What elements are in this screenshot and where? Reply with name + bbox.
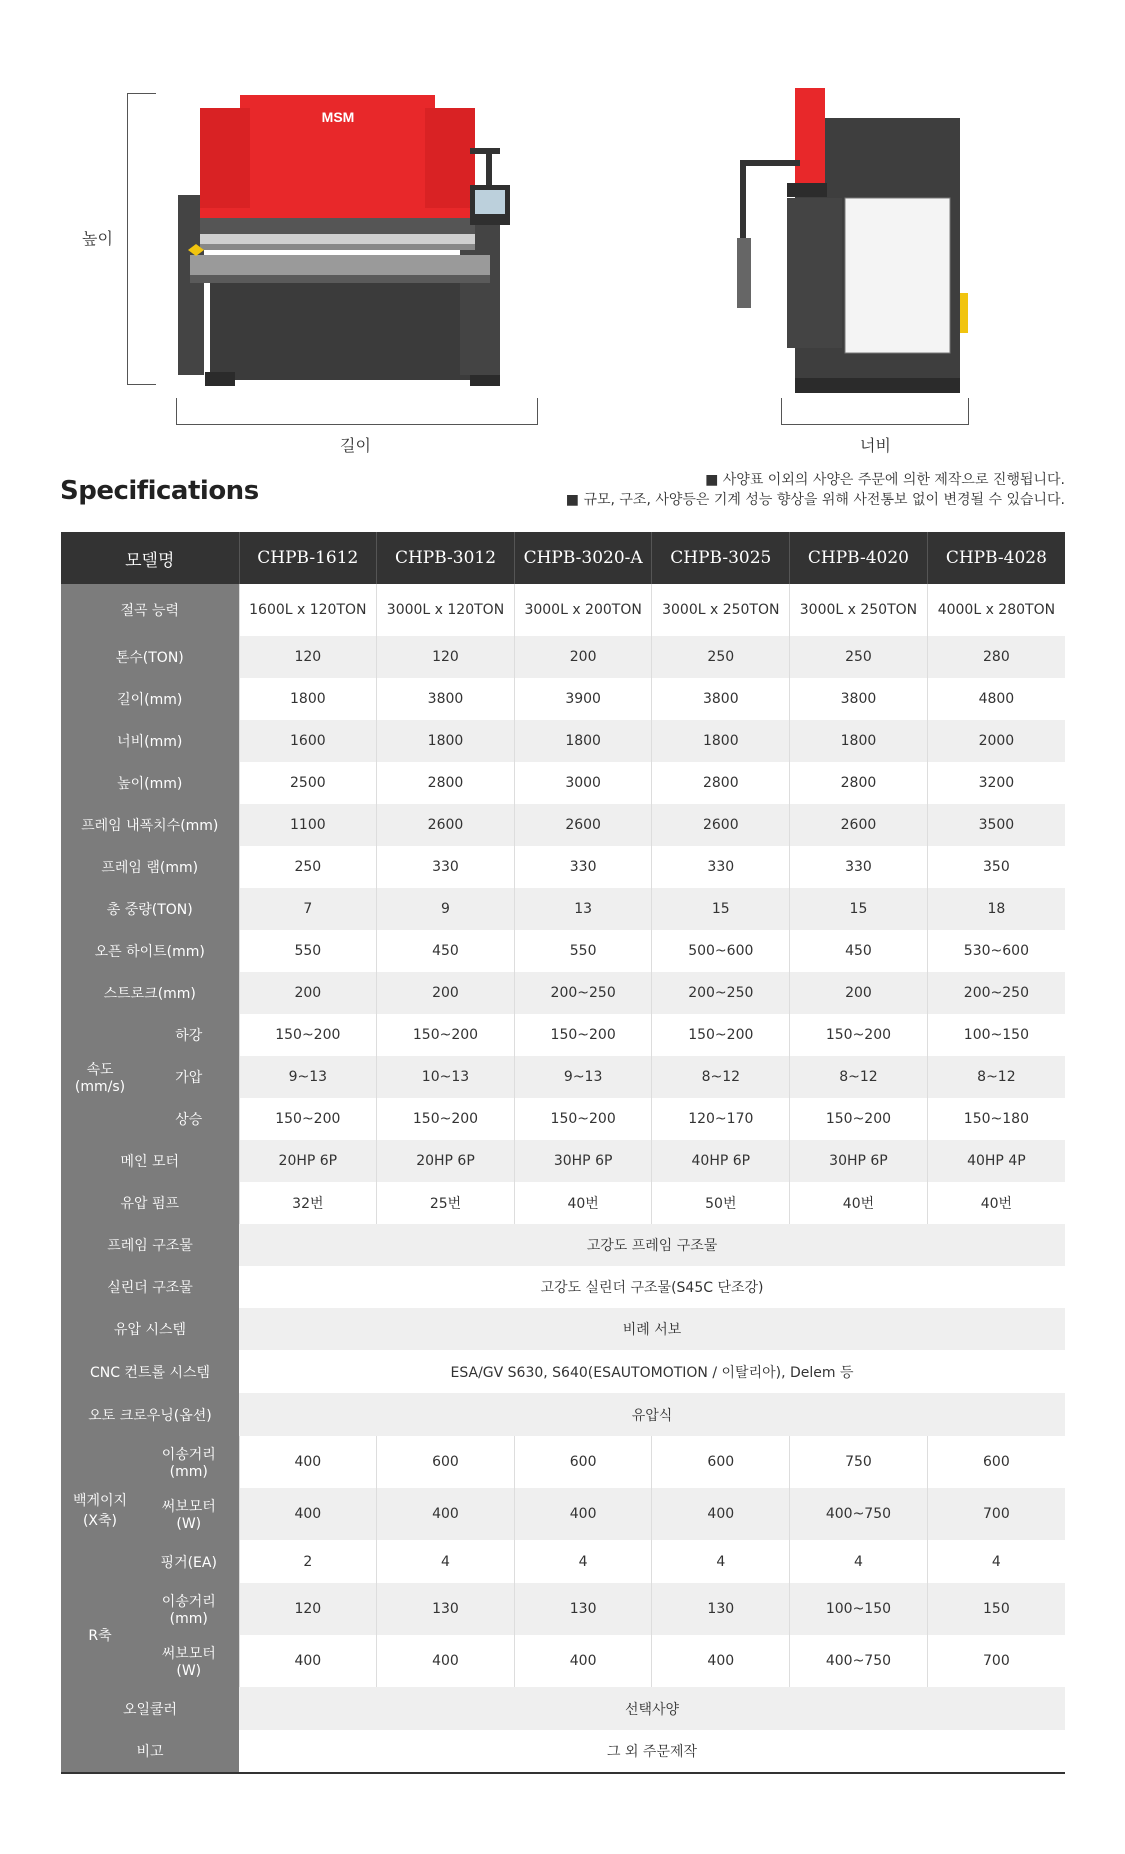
row-label: 프레임 내폭치수(mm) bbox=[61, 804, 239, 846]
row-sublabel: 핑거(EA) bbox=[139, 1540, 239, 1583]
cell: 130 bbox=[514, 1583, 652, 1635]
cell: 400 bbox=[377, 1488, 515, 1540]
cell: 4 bbox=[790, 1540, 928, 1583]
cell: 2800 bbox=[790, 762, 928, 804]
row-label: 총 중량(TON) bbox=[61, 888, 239, 930]
cell: 3800 bbox=[377, 678, 515, 720]
cell: 25번 bbox=[377, 1182, 515, 1224]
cell: 400 bbox=[652, 1635, 790, 1687]
cell: 150~200 bbox=[377, 1098, 515, 1140]
cell: 330 bbox=[652, 846, 790, 888]
cell: 700 bbox=[927, 1635, 1065, 1687]
header-model: CHPB-3025 bbox=[652, 532, 790, 584]
cell: 1600 bbox=[239, 720, 377, 762]
table-row bbox=[61, 636, 1065, 678]
height-bracket bbox=[127, 93, 156, 385]
cell-spanning: 고강도 프레임 구조물 bbox=[239, 1224, 1065, 1266]
cell: 4 bbox=[652, 1540, 790, 1583]
sublabel-unit: (mm) bbox=[169, 1611, 208, 1627]
cell: 3000L x 200TON bbox=[514, 584, 652, 636]
table-row bbox=[61, 1308, 1065, 1350]
cell: 130 bbox=[652, 1583, 790, 1635]
table-row bbox=[61, 1350, 1065, 1393]
cell: 200 bbox=[239, 972, 377, 1014]
cell: 330 bbox=[377, 846, 515, 888]
cell: 3000L x 120TON bbox=[377, 584, 515, 636]
table-row bbox=[61, 888, 1065, 930]
cell: 150~200 bbox=[790, 1098, 928, 1140]
cell: 32번 bbox=[239, 1182, 377, 1224]
cell: 200 bbox=[377, 972, 515, 1014]
header-model: CHPB-3012 bbox=[377, 532, 515, 584]
cell: 50번 bbox=[652, 1182, 790, 1224]
table-row bbox=[61, 584, 1065, 636]
cell: 40HP 6P bbox=[652, 1140, 790, 1182]
cell: 600 bbox=[652, 1436, 790, 1488]
press-brake-side-image bbox=[735, 88, 995, 398]
row-sublabel bbox=[139, 1635, 239, 1687]
cell: 750 bbox=[790, 1436, 928, 1488]
cell: 700 bbox=[927, 1488, 1065, 1540]
cell: 150~200 bbox=[514, 1014, 652, 1056]
row-label: 프레임 램(mm) bbox=[61, 846, 239, 888]
row-label: CNC 컨트롤 시스템 bbox=[61, 1350, 239, 1393]
height-label: 높이 bbox=[82, 229, 113, 248]
row-label: 메인 모터 bbox=[61, 1140, 239, 1182]
cell: 15 bbox=[652, 888, 790, 930]
table-row bbox=[61, 1393, 1065, 1436]
header-model: CHPB-4020 bbox=[790, 532, 928, 584]
cell: 250 bbox=[239, 846, 377, 888]
cell: 8~12 bbox=[927, 1056, 1065, 1098]
cell: 2 bbox=[239, 1540, 377, 1583]
row-label: 톤수(TON) bbox=[61, 636, 239, 678]
cell: 400 bbox=[514, 1488, 652, 1540]
table-row bbox=[61, 1098, 1065, 1140]
cell: 600 bbox=[514, 1436, 652, 1488]
table-row bbox=[61, 1056, 1065, 1098]
cell: 150 bbox=[927, 1583, 1065, 1635]
cell: 120 bbox=[239, 1583, 377, 1635]
cell: 13 bbox=[514, 888, 652, 930]
table-row bbox=[61, 1224, 1065, 1266]
cell-spanning: 그 외 주문제작 bbox=[239, 1730, 1065, 1773]
cell: 1800 bbox=[652, 720, 790, 762]
cell: 1100 bbox=[239, 804, 377, 846]
row-sublabel: 하강 bbox=[139, 1014, 239, 1056]
cell: 1800 bbox=[377, 720, 515, 762]
cell: 120 bbox=[239, 636, 377, 678]
cell: 150~200 bbox=[377, 1014, 515, 1056]
cell: 150~180 bbox=[927, 1098, 1065, 1140]
cell: 3000 bbox=[514, 762, 652, 804]
row-sublabel: 상승 bbox=[139, 1098, 239, 1140]
table-row bbox=[61, 1182, 1065, 1224]
cell: 330 bbox=[514, 846, 652, 888]
cell: 600 bbox=[377, 1436, 515, 1488]
cell: 1800 bbox=[790, 720, 928, 762]
cell: 550 bbox=[239, 930, 377, 972]
cell: 280 bbox=[927, 636, 1065, 678]
cell: 200~250 bbox=[652, 972, 790, 1014]
cell: 530~600 bbox=[927, 930, 1065, 972]
cell: 2600 bbox=[514, 804, 652, 846]
cell: 350 bbox=[927, 846, 1065, 888]
cell: 500~600 bbox=[652, 930, 790, 972]
header-model: CHPB-3020-A bbox=[514, 532, 652, 584]
speed-group-label bbox=[61, 1014, 139, 1140]
cell: 20HP 6P bbox=[377, 1140, 515, 1182]
cell: 3800 bbox=[790, 678, 928, 720]
table-row bbox=[61, 1488, 1065, 1540]
cell: 600 bbox=[927, 1436, 1065, 1488]
table-row bbox=[61, 804, 1065, 846]
table-row bbox=[61, 1266, 1065, 1308]
cell-spanning: 유압식 bbox=[239, 1393, 1065, 1436]
row-label: 프레임 구조물 bbox=[61, 1224, 239, 1266]
cell-spanning: 비례 서보 bbox=[239, 1308, 1065, 1350]
cell: 40번 bbox=[927, 1182, 1065, 1224]
cell: 9 bbox=[377, 888, 515, 930]
backgauge-label: 백게이지 bbox=[72, 1492, 128, 1509]
cell: 400~750 bbox=[790, 1488, 928, 1540]
row-sublabel: 가압 bbox=[139, 1056, 239, 1098]
cell: 200~250 bbox=[927, 972, 1065, 1014]
spec-note: ■ 사양표 이외의 사양은 주문에 의한 제작으로 진행됩니다. bbox=[705, 472, 1065, 488]
table-row bbox=[61, 762, 1065, 804]
cell: 2600 bbox=[652, 804, 790, 846]
cell: 8~12 bbox=[790, 1056, 928, 1098]
table-row bbox=[61, 1436, 1065, 1488]
backgauge-group-label bbox=[61, 1436, 139, 1583]
row-label: 실린더 구조물 bbox=[61, 1266, 239, 1308]
cell: 9~13 bbox=[514, 1056, 652, 1098]
table-row bbox=[61, 846, 1065, 888]
backgauge-axis: (X축) bbox=[82, 1512, 118, 1529]
cell: 1800 bbox=[239, 678, 377, 720]
cell: 4 bbox=[927, 1540, 1065, 1583]
spec-notes bbox=[566, 470, 1065, 510]
cell: 30HP 6P bbox=[514, 1140, 652, 1182]
row-label: 오일쿨러 bbox=[61, 1687, 239, 1730]
row-label: 길이(mm) bbox=[61, 678, 239, 720]
press-brake-front-image bbox=[170, 90, 580, 390]
cell: 3800 bbox=[652, 678, 790, 720]
row-sublabel bbox=[139, 1488, 239, 1540]
specifications-title: Specifications bbox=[60, 476, 259, 506]
cell: 18 bbox=[927, 888, 1065, 930]
cell: 40번 bbox=[514, 1182, 652, 1224]
cell: 7 bbox=[239, 888, 377, 930]
spec-table bbox=[61, 532, 1065, 1774]
length-bracket bbox=[176, 398, 538, 425]
cell: 3200 bbox=[927, 762, 1065, 804]
row-label: 오픈 하이트(mm) bbox=[61, 930, 239, 972]
sublabel-text: 써보모터 bbox=[161, 1499, 216, 1515]
brand-logo: MSM bbox=[321, 109, 355, 125]
cell: 20HP 6P bbox=[239, 1140, 377, 1182]
cell: 150~200 bbox=[790, 1014, 928, 1056]
cell: 450 bbox=[790, 930, 928, 972]
cell: 1800 bbox=[514, 720, 652, 762]
cell: 2600 bbox=[377, 804, 515, 846]
header-model-label: 모델명 bbox=[61, 532, 239, 584]
cell: 150~200 bbox=[239, 1098, 377, 1140]
width-bracket bbox=[781, 398, 969, 425]
cell: 120~170 bbox=[652, 1098, 790, 1140]
table-row bbox=[61, 1730, 1065, 1773]
cell: 3000L x 250TON bbox=[790, 584, 928, 636]
cell: 10~13 bbox=[377, 1056, 515, 1098]
sublabel-text: 이송거리 bbox=[161, 1594, 216, 1610]
cell: 4 bbox=[377, 1540, 515, 1583]
row-label: 너비(mm) bbox=[61, 720, 239, 762]
cell: 150~200 bbox=[652, 1014, 790, 1056]
cell: 2500 bbox=[239, 762, 377, 804]
sublabel-unit: (W) bbox=[176, 1516, 202, 1532]
speed-label: 속도 bbox=[86, 1062, 114, 1078]
sublabel-unit: (mm) bbox=[169, 1464, 208, 1480]
cell: 130 bbox=[377, 1583, 515, 1635]
cell: 400 bbox=[377, 1635, 515, 1687]
spec-note: ■ 규모, 구조, 사양등은 기계 성능 향상을 위해 사전통보 없이 변경될 수 있습니다. bbox=[565, 492, 1065, 508]
cell: 400 bbox=[239, 1635, 377, 1687]
speed-unit: (mm/s) bbox=[74, 1079, 126, 1095]
table-row bbox=[61, 678, 1065, 720]
row-label: 높이(mm) bbox=[61, 762, 239, 804]
cell: 400 bbox=[514, 1635, 652, 1687]
cell: 15 bbox=[790, 888, 928, 930]
cell: 150~200 bbox=[514, 1098, 652, 1140]
cell: 200 bbox=[790, 972, 928, 1014]
r-axis-label: R축 bbox=[61, 1583, 139, 1687]
cell: 2000 bbox=[927, 720, 1065, 762]
cell: 150~200 bbox=[239, 1014, 377, 1056]
cell: 250 bbox=[790, 636, 928, 678]
row-label: 스트로크(mm) bbox=[61, 972, 239, 1014]
table-row bbox=[61, 1014, 1065, 1056]
cell: 400 bbox=[652, 1488, 790, 1540]
cell: 4 bbox=[514, 1540, 652, 1583]
table-row bbox=[61, 930, 1065, 972]
cell: 3000L x 250TON bbox=[652, 584, 790, 636]
header-model: CHPB-4028 bbox=[927, 532, 1065, 584]
cell: 100~150 bbox=[790, 1583, 928, 1635]
cell: 9~13 bbox=[239, 1056, 377, 1098]
sublabel-text: 써보모터 bbox=[161, 1646, 216, 1662]
cell: 40HP 4P bbox=[927, 1140, 1065, 1182]
cell-spanning: 고강도 실린더 구조물(S45C 단조강) bbox=[239, 1266, 1065, 1308]
cell: 400 bbox=[239, 1436, 377, 1488]
table-row bbox=[61, 972, 1065, 1014]
table-row bbox=[61, 1540, 1065, 1583]
row-label: 유압 시스템 bbox=[61, 1308, 239, 1350]
cell: 4800 bbox=[927, 678, 1065, 720]
cell: 200~250 bbox=[514, 972, 652, 1014]
cell: 3500 bbox=[927, 804, 1065, 846]
header-model: CHPB-1612 bbox=[239, 532, 377, 584]
width-label: 너비 bbox=[860, 436, 891, 455]
cell: 8~12 bbox=[652, 1056, 790, 1098]
cell: 1600L x 120TON bbox=[239, 584, 377, 636]
cell: 120 bbox=[377, 636, 515, 678]
sublabel-text: 이송거리 bbox=[161, 1447, 216, 1463]
row-label: 절곡 능력 bbox=[61, 584, 239, 636]
row-sublabel bbox=[139, 1583, 239, 1635]
cell-spanning: 선택사양 bbox=[239, 1687, 1065, 1730]
cell: 400 bbox=[239, 1488, 377, 1540]
table-row bbox=[61, 1687, 1065, 1730]
table-row bbox=[61, 1583, 1065, 1635]
cell: 40번 bbox=[790, 1182, 928, 1224]
cell: 330 bbox=[790, 846, 928, 888]
table-row bbox=[61, 1635, 1065, 1687]
cell: 30HP 6P bbox=[790, 1140, 928, 1182]
cell-spanning: ESA/GV S630, S640(ESAUTOMOTION / 이탈리아), Delem 등 bbox=[239, 1350, 1065, 1393]
cell: 100~150 bbox=[927, 1014, 1065, 1056]
cell: 550 bbox=[514, 930, 652, 972]
table-row bbox=[61, 720, 1065, 762]
cell: 2800 bbox=[377, 762, 515, 804]
row-sublabel bbox=[139, 1436, 239, 1488]
row-label: 유압 펌프 bbox=[61, 1182, 239, 1224]
cell: 2800 bbox=[652, 762, 790, 804]
cell: 2600 bbox=[790, 804, 928, 846]
row-label: 비고 bbox=[61, 1730, 239, 1773]
cell: 200 bbox=[514, 636, 652, 678]
cell: 450 bbox=[377, 930, 515, 972]
cell: 250 bbox=[652, 636, 790, 678]
length-label: 길이 bbox=[340, 436, 371, 455]
cell: 4000L x 280TON bbox=[927, 584, 1065, 636]
cell: 3900 bbox=[514, 678, 652, 720]
table-row bbox=[61, 1140, 1065, 1182]
table-header-row bbox=[61, 532, 1065, 584]
cell: 400~750 bbox=[790, 1635, 928, 1687]
sublabel-unit: (W) bbox=[176, 1663, 202, 1679]
row-label: 오토 크로우닝(옵션) bbox=[61, 1393, 239, 1436]
